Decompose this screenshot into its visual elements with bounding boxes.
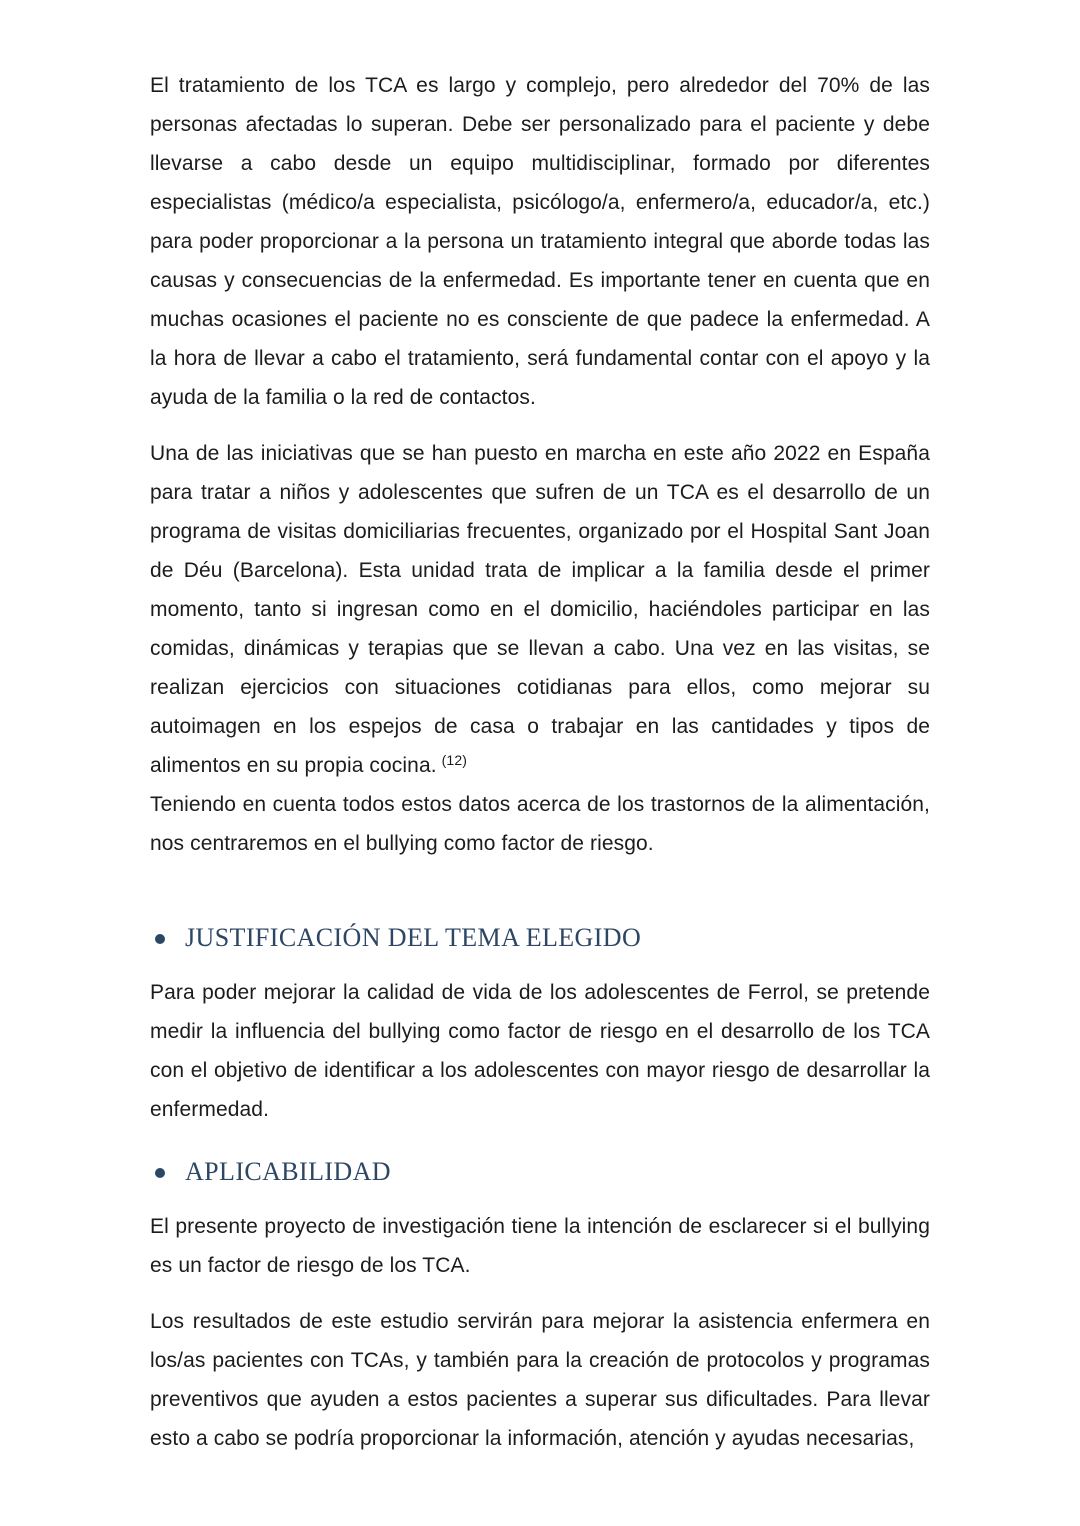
paragraph-transition: Teniendo en cuenta todos estos datos acerca de los trastornos de la alimentación, nos centraremos en el bullying como factor de riesgo.: [150, 793, 930, 855]
paragraph-aplicabilidad-body2: Los resultados de este estudio servirán para mejorar la asistencia enfermera en los/as pacientes con TCAs, y también para la creación de protocolos y programas preventivos que ayuden a estos pacientes a superar sus dificultades. Para llevar esto a cabo se podría proporcionar la información, atención y ayudas necesarias,: [150, 1310, 930, 1450]
paragraph-treatment: El tratamiento de los TCA es largo y complejo, pero alrededor del 70% de las personas afectadas lo superan. Debe ser personalizado para el paciente y debe llevarse a cabo desde un equipo multidisciplinar, formado por diferentes especialistas (médico/a especialista, psicólogo/a, enfermero/a, educador/a, etc.) para poder proporcionar a la persona un tratamiento integral que aborde todas las causas y consecuencias de la enfermedad. Es importante tener en cuenta que en muchas ocasiones el paciente no es consciente de que padece la enfermedad. A la hora de llevar a cabo el tratamiento, será fundamental contar con el apoyo y la ayuda de la familia o la red de contactos.: [150, 74, 930, 409]
heading-aplicabilidad-label: APLICABILIDAD: [185, 1157, 391, 1186]
heading-aplicabilidad: [150, 1155, 930, 1189]
paragraph-aplicabilidad-body1: El presente proyecto de investigación tiene la intención de esclarecer si el bullying es un factor de riesgo de los TCA.: [150, 1215, 930, 1277]
heading-justificacion-label: JUSTIFICACIÓN DEL TEMA ELEGIDO: [185, 923, 642, 952]
paragraph-initiative: [150, 434, 930, 785]
bullet-icon: [155, 934, 165, 944]
paragraph-justificacion-body: Para poder mejorar la calidad de vida de los adolescentes de Ferrol, se pretende medir la influencia del bullying como factor de riesgo en el desarrollo de los TCA con el objetivo de identificar a los adolescentes con mayor riesgo de desarrollar la enfermedad.: [150, 981, 930, 1121]
citation-marker-12: (12): [441, 752, 467, 768]
heading-justificacion: [150, 921, 930, 955]
bullet-icon: [155, 1168, 165, 1178]
paragraph-initiative-text: Una de las iniciativas que se han puesto en marcha en este año 2022 en España para tratar a niños y adolescentes que sufren de un TCA es el desarrollo de un programa de visitas domiciliarias frecuentes, organizado por el Hospital Sant Joan de Déu (Barcelona). Esta unidad trata de implicar a la familia desde el primer momento, tanto si ingresan como en el domicilio, haciéndoles participar en las comidas, dinámicas y terapias que se llevan a cabo. Una vez en las visitas, se realizan ejercicios con situaciones cotidianas para ellos, como mejorar su autoimagen en los espejos de casa o trabajar en las cantidades y tipos de alimentos en su propia cocina.: [150, 442, 930, 777]
